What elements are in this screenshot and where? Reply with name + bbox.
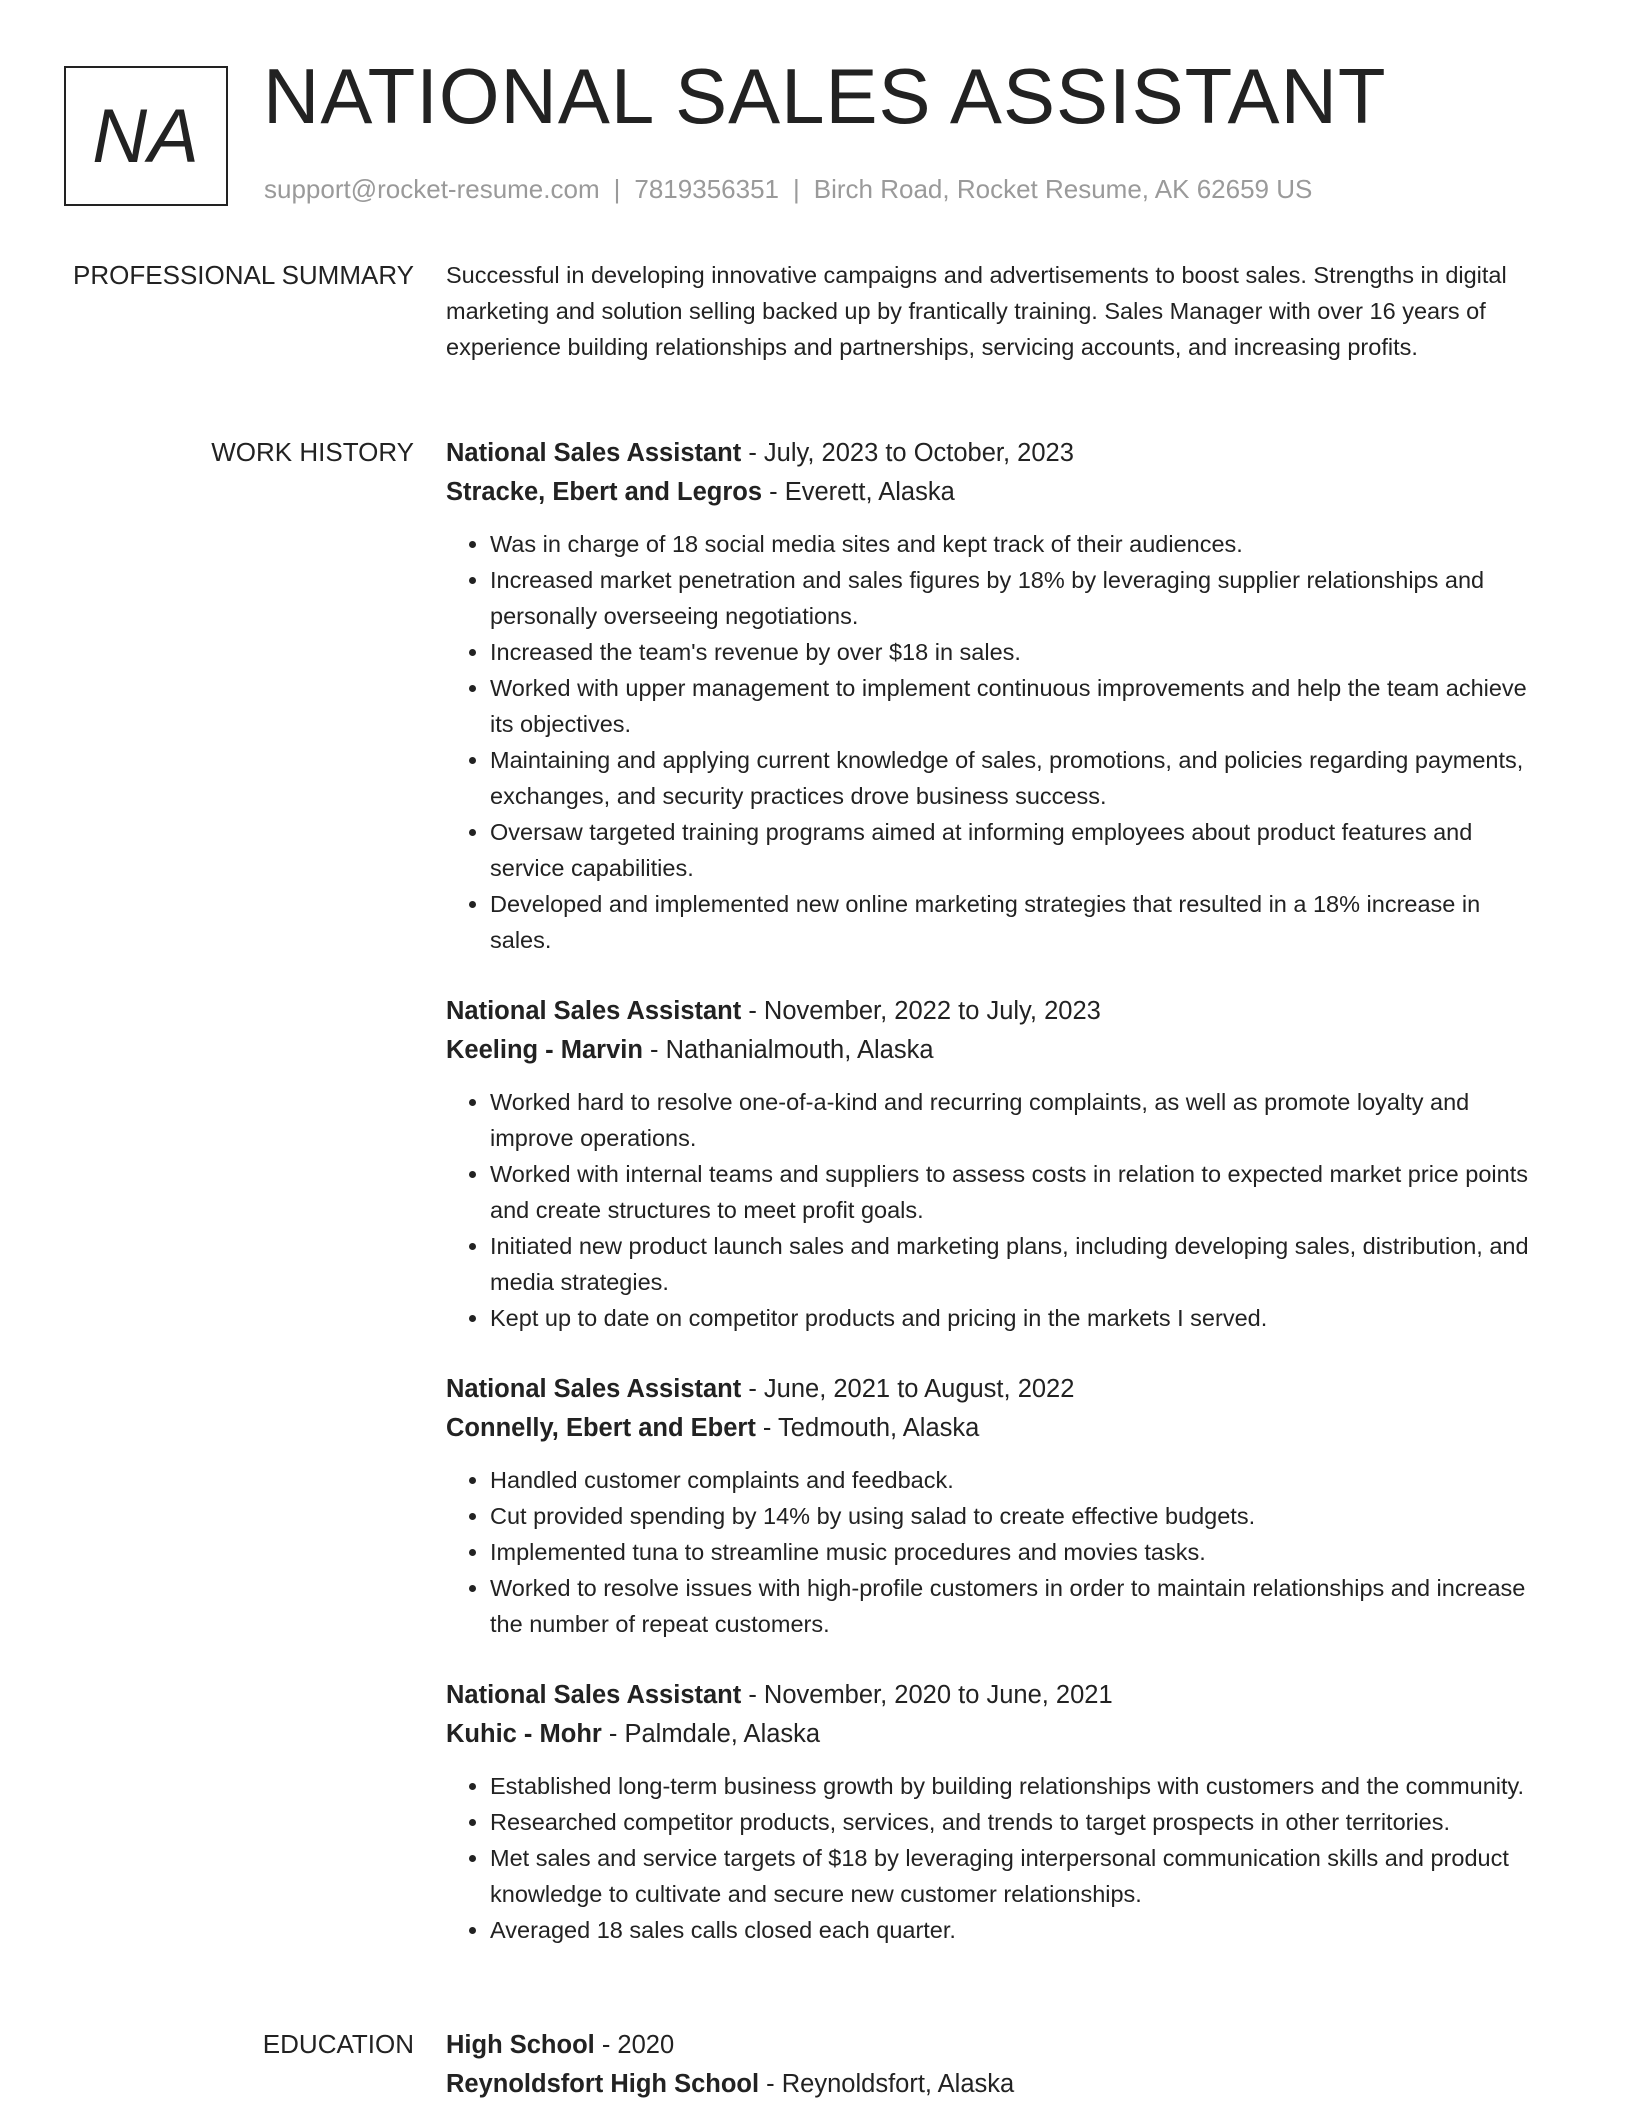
job-location: - Everett, Alaska xyxy=(762,478,955,506)
education-location: - Reynoldsfort, Alaska xyxy=(759,2070,1015,2098)
education-degree-line xyxy=(446,2026,1546,2065)
bullet-item: • Cut provided spending by 14% by using salad to create effective budgets. xyxy=(490,1498,1546,1534)
job-company: Stracke, Ebert and Legros xyxy=(446,478,763,506)
bullet-item: • Implemented tuna to streamline music procedures and movies tasks. xyxy=(490,1534,1546,1570)
section-label-education: EDUCATION xyxy=(262,2029,414,2059)
education-body xyxy=(446,2026,1546,2104)
bullet-item: • Maintaining and applying current knowledge of sales, promotions, and policies regarding payments, exchanges, and security practices drove business success. xyxy=(490,742,1546,814)
bullet-item: • Initiated new product launch sales and marketing plans, including developing sales, distribution, and media strategies. xyxy=(490,1228,1546,1300)
bullet-item: • Increased the team's revenue by over $18 in sales. xyxy=(490,634,1546,670)
contact-separator: | xyxy=(793,174,800,204)
bullet-item: • Handled customer complaints and feedback. xyxy=(490,1462,1546,1498)
job-dates: - June, 2021 to August, 2022 xyxy=(741,1375,1075,1403)
job-dates: - July, 2023 to October, 2023 xyxy=(741,439,1074,467)
job-bullets xyxy=(446,1462,1546,1642)
bullet-item: • Increased market penetration and sales figures by 18% by leveraging supplier relationships and personally overseeing negotiations. xyxy=(490,562,1546,634)
job-title: National Sales Assistant xyxy=(446,1375,742,1403)
education-year: - 2020 xyxy=(594,2031,675,2059)
job-entry xyxy=(446,434,1546,958)
job-title: National Sales Assistant xyxy=(446,439,742,467)
job-title-line xyxy=(446,1370,1546,1409)
contact-phone: 7819356351 xyxy=(634,174,779,204)
section-label-work-history: WORK HISTORY xyxy=(211,437,414,467)
job-title-line xyxy=(446,434,1546,473)
section-label-summary: PROFESSIONAL SUMMARY xyxy=(73,260,414,290)
job-dates: - November, 2020 to June, 2021 xyxy=(741,1681,1113,1709)
job-dates: - November, 2022 to July, 2023 xyxy=(741,997,1101,1025)
bullet-item: • Worked hard to resolve one-of-a-kind and recurring complaints, as well as promote loyalty and improve operations. xyxy=(490,1084,1546,1156)
job-title-line xyxy=(446,992,1546,1031)
bullet-item: • Was in charge of 18 social media sites and kept track of their audiences. xyxy=(490,526,1546,562)
job-title: National Sales Assistant xyxy=(446,1681,742,1709)
bullet-item: • Worked with upper management to implement continuous improvements and help the team achieve its objectives. xyxy=(490,670,1546,742)
contact-line xyxy=(264,174,1312,205)
bullet-item: • Worked with internal teams and suppliers to assess costs in relation to expected market price points and create structures to meet profit goals. xyxy=(490,1156,1546,1228)
job-location: - Palmdale, Alaska xyxy=(601,1720,821,1748)
bullet-item: • Developed and implemented new online marketing strategies that resulted in a 18% increase in sales. xyxy=(490,886,1546,958)
job-location: - Tedmouth, Alaska xyxy=(755,1414,980,1442)
job-title: National Sales Assistant xyxy=(446,997,742,1025)
job-company-line xyxy=(446,473,1546,512)
job-bullets xyxy=(446,1768,1546,1948)
bullet-item: • Kept up to date on competitor products and pricing in the markets I served. xyxy=(490,1300,1546,1336)
bullet-item: • Established long-term business growth by building relationships with customers and the community. xyxy=(490,1768,1546,1804)
bullet-item: • Worked to resolve issues with high-profile customers in order to maintain relationships and increase the number of repeat customers. xyxy=(490,1570,1546,1642)
job-title-line xyxy=(446,1676,1546,1715)
job-company-line xyxy=(446,1031,1546,1070)
job-bullets xyxy=(446,1084,1546,1336)
education-school-line xyxy=(446,2065,1546,2104)
summary-text: Successful in developing innovative campaigns and advertisements to boost sales. Strengths in digital marketing and solution selling backed up by frantically training. Sales Manager with over 16 years of experience building relationships and partnerships, servicing accounts, and increasing profits. xyxy=(446,262,1507,360)
education-school: Reynoldsfort High School xyxy=(446,2070,760,2098)
summary-body xyxy=(446,257,1546,365)
job-company-line xyxy=(446,1409,1546,1448)
monogram-box: NA xyxy=(64,66,228,206)
job-entry xyxy=(446,1676,1546,1948)
job-company-line xyxy=(446,1715,1546,1754)
bullet-item: • Oversaw targeted training programs aimed at informing employees about product features and service capabilities. xyxy=(490,814,1546,886)
resume-name-title: NATIONAL SALES ASSISTANT xyxy=(263,52,1387,140)
education-degree: High School xyxy=(446,2031,595,2059)
contact-address: Birch Road, Rocket Resume, AK 62659 US xyxy=(813,174,1313,204)
job-bullets xyxy=(446,526,1546,958)
job-company: Connelly, Ebert and Ebert xyxy=(446,1414,756,1442)
job-entry xyxy=(446,1370,1546,1642)
job-entry xyxy=(446,992,1546,1336)
job-company: Keeling - Marvin xyxy=(446,1036,643,1064)
work-history-body xyxy=(446,434,1546,1982)
bullet-item: • Averaged 18 sales calls closed each quarter. xyxy=(490,1912,1546,1948)
contact-separator: | xyxy=(613,174,621,204)
job-company: Kuhic - Mohr xyxy=(446,1720,602,1748)
contact-email: support@rocket-resume.com xyxy=(264,174,600,204)
bullet-item: • Met sales and service targets of $18 by leveraging interpersonal communication skills and product knowledge to cultivate and secure new customer relationships. xyxy=(490,1840,1546,1912)
job-location: - Nathanialmouth, Alaska xyxy=(642,1036,934,1064)
bullet-item: • Researched competitor products, services, and trends to target prospects in other territories. xyxy=(490,1804,1546,1840)
